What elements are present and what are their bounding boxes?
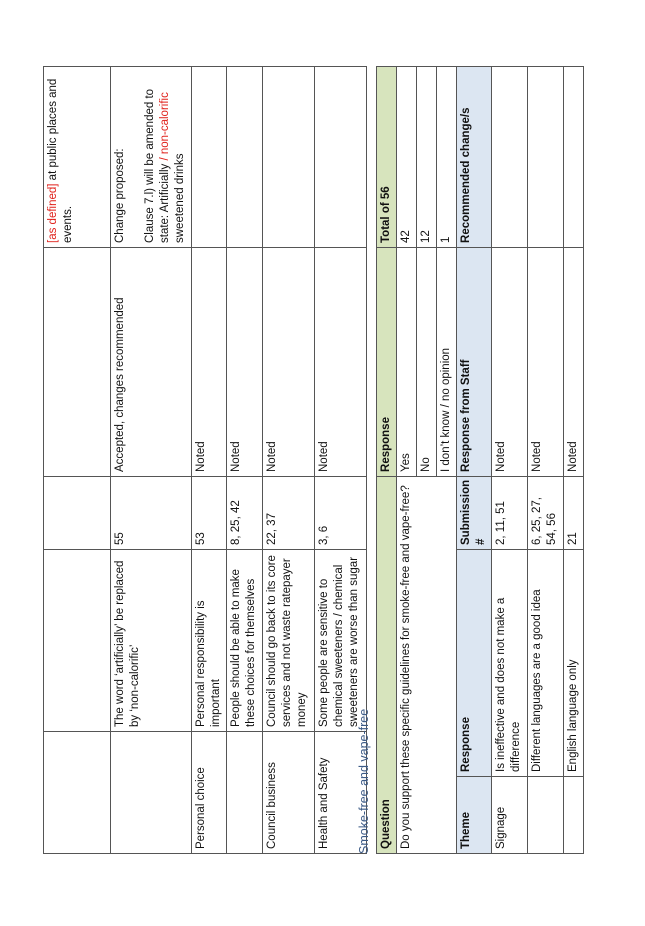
theme-cell: [44, 732, 111, 854]
staff-response-cell: Noted: [528, 247, 564, 476]
table-row: [492, 66, 528, 853]
staff-response-cell: Accepted, changes recommended: [111, 248, 192, 477]
change-header: Recommended change/s: [457, 66, 492, 247]
recommended-change-cell: [492, 66, 528, 247]
feedback-table-smoke-free: [376, 66, 584, 854]
total-header: Total of 56: [377, 66, 397, 247]
theme-cell: [528, 777, 564, 854]
staff-response-cell: Noted: [315, 248, 367, 477]
response-cell: Is ineffective and does not make a difference: [492, 550, 528, 777]
staff-response-cell: Noted: [492, 247, 528, 476]
table-row: [227, 67, 263, 854]
response-cell: English language only: [564, 550, 584, 777]
table-row: [564, 66, 584, 853]
theme-header: Theme: [457, 777, 492, 854]
table-row: [44, 67, 111, 854]
staff-response-cell: Noted: [192, 248, 227, 477]
response-cell: [44, 550, 111, 732]
response-cell: People should be able to make these choices for themselves: [227, 550, 263, 732]
change-text-red: / non-calorific: [159, 92, 171, 161]
recommended-change-cell: [44, 67, 111, 248]
answer-count: 1: [437, 66, 457, 247]
staff-header: Response from Staff: [457, 247, 492, 476]
response-cell: Personal responsibility is important: [192, 550, 227, 732]
theme-cell: Signage: [492, 777, 528, 854]
submission-cell: 8, 25, 42: [227, 477, 263, 550]
response-cell: The word ‘artificially’ be replaced by ‘non-calorific’: [111, 550, 192, 732]
submission-cell: [44, 477, 111, 550]
theme-cell: Council business: [263, 732, 315, 854]
response-cell: Different languages are a good idea: [528, 550, 564, 777]
staff-response-cell: Noted: [227, 248, 263, 477]
change-text-red: [as defined]: [47, 183, 59, 243]
submission-cell: 21: [564, 476, 584, 549]
change-title: Change proposed:: [114, 148, 126, 243]
recommended-change-cell: [263, 67, 315, 248]
answer-label: Yes: [397, 247, 417, 476]
question-cell: Do you support these specific guidelines for smoke-free and vape-free?: [397, 476, 457, 853]
submission-cell: 6, 25, 27, 54, 56: [528, 476, 564, 549]
submission-cell: 3, 6: [315, 477, 367, 550]
recommended-change-cell: [192, 67, 227, 248]
response-cell: Some people are sensitive to chemical sweeteners / chemical sweeteners are worse than sugar: [315, 550, 367, 732]
table-row: [377, 66, 397, 853]
staff-response-cell: Noted: [564, 247, 584, 476]
submission-cell: 53: [192, 477, 227, 550]
submission-cell: 22, 37: [263, 477, 315, 550]
table-row: [192, 67, 227, 854]
question-header: Question: [377, 476, 397, 853]
submission-cell: 55: [111, 477, 192, 550]
section-heading: Smoke-free and vape-free: [357, 708, 371, 854]
change-text: Clause 7.l) will be amended to state: Artificially: [144, 88, 171, 243]
response-header: Response: [457, 550, 492, 777]
theme-cell: Health and Safety: [315, 732, 367, 854]
staff-response-cell: Noted: [263, 248, 315, 477]
submission-header: Submission #: [457, 476, 492, 549]
submission-cell: 2, 11, 51: [492, 476, 528, 549]
recommended-change-cell: [227, 67, 263, 248]
theme-cell: [227, 732, 263, 854]
theme-cell: Personal choice: [192, 732, 227, 854]
recommended-change-cell: [528, 66, 564, 247]
theme-cell: [564, 777, 584, 854]
table-row: [111, 67, 192, 854]
staff-response-cell: [44, 248, 111, 477]
response-cell: Council should go back to its core services and not waste ratepayer money: [263, 550, 315, 732]
answer-count: 42: [397, 66, 417, 247]
recommended-change-cell: [315, 67, 367, 248]
change-text: at public places and events.: [47, 78, 74, 243]
recommended-change-cell: [564, 66, 584, 247]
answer-label: I don’t know / no opinion: [437, 247, 457, 476]
answer-count: 12: [417, 66, 437, 247]
table-row: [528, 66, 564, 853]
table-row: [397, 66, 417, 853]
answer-label: No: [417, 247, 437, 476]
table-row: [263, 67, 315, 854]
recommended-change-cell: [111, 67, 192, 248]
response-header: Response: [377, 247, 397, 476]
change-text: sweetened drinks: [174, 153, 186, 243]
table-row: [457, 66, 492, 853]
theme-cell: [111, 732, 192, 854]
feedback-table-sweetened-drinks: [43, 66, 367, 854]
